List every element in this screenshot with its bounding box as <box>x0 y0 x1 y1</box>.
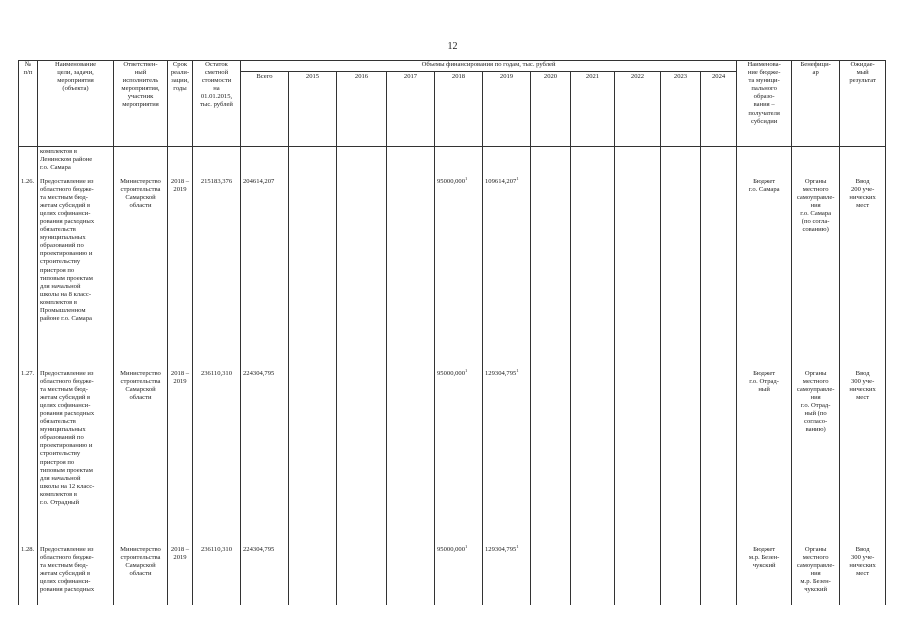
row-num <box>19 147 38 177</box>
col-year-header: 2024 <box>701 72 737 147</box>
row-name: Предоставление из областного бюдже- та местным бюд- жетам субсидий в целях софинанси- рования расходных обязательств муниципальных образований по проектированию и строительству пристроя по типовым проектам для начальной школы на 8 класс- комплектов в Промышленном районе г.о. Самара <box>38 177 114 369</box>
row-name: Предоставление из областного бюдже- та местным бюд- жетам субсидий в целях софинанси- рования расходных обязательств муниципальных образований по проектированию и строительству пристроя по типовым проектам для начальной школы на 12 класс- комплектов в г.о. Отрадный <box>38 369 114 545</box>
row-result: Ввод 300 уче- нических мест <box>840 545 886 605</box>
row-remainder: 236110,310 <box>193 369 241 545</box>
value-2019: 129304,795 <box>485 545 517 553</box>
footnote-mark: 1 <box>516 543 519 549</box>
table-row <box>19 177 886 369</box>
value-2019: 109614,207 <box>485 177 517 185</box>
row-term: 2018 – 2019 <box>168 369 193 545</box>
row-total: 224304,795 <box>241 369 289 545</box>
row-num: 1.28. <box>19 545 38 605</box>
row-beneficiary: Органы местного самоуправле- ния м.р. Безен- чукский <box>792 545 840 605</box>
value-2018: 95000,000 <box>437 369 466 377</box>
row-budget: Бюджет м.р. Безен- чукский <box>737 545 792 605</box>
col-year-header: 2021 <box>571 72 615 147</box>
col-year-header: 2022 <box>615 72 661 147</box>
page-number: 12 <box>447 41 458 52</box>
row-responsible: Министерство строительства Самарской области <box>114 177 168 369</box>
row-responsible: Министерство строительства Самарской области <box>114 369 168 545</box>
col-num-header: № п/п <box>19 61 38 147</box>
table-row <box>19 369 886 545</box>
row-2018 <box>435 177 483 369</box>
col-remainder-header: Остаток сметной стоимости на 01.01.2015, тыс. рублей <box>193 61 241 147</box>
col-year-header: 2018 <box>435 72 483 147</box>
row-budget: Бюджет г.о. Самара <box>737 177 792 369</box>
row-2019 <box>483 177 531 369</box>
value-2018: 95000,000 <box>437 177 466 185</box>
col-expected-header: Ожидае- мый результат <box>840 61 886 147</box>
footnote-mark: 1 <box>465 175 468 181</box>
row-2018 <box>435 545 483 605</box>
row-num: 1.27. <box>19 369 38 545</box>
row-result: Ввод 200 уче- нических мест <box>840 177 886 369</box>
row-responsible: Министерство строительства Самарской области <box>114 545 168 605</box>
col-year-header: 2016 <box>337 72 387 147</box>
row-term: 2018 – 2019 <box>168 177 193 369</box>
row-term: 2018 – 2019 <box>168 545 193 605</box>
table-row <box>19 147 886 177</box>
row-name: комплектов в Ленинском районе г.о. Самара <box>38 147 114 177</box>
col-year-header: 2020 <box>531 72 571 147</box>
footnote-mark: 1 <box>465 367 468 373</box>
col-name-header: Наименование цели, задачи, мероприятия (объекта) <box>38 61 114 147</box>
col-responsible-header: Ответствен- ный исполнитель мероприятия, участник мероприятия <box>114 61 168 147</box>
col-term-header: Срок реали- зации, годы <box>168 61 193 147</box>
row-total: 224304,795 <box>241 545 289 605</box>
footnote-mark: 1 <box>516 367 519 373</box>
row-beneficiary: Органы местного самоуправле- ния г.о. Самара (по согла- сованию) <box>792 177 840 369</box>
col-year-header: 2017 <box>387 72 435 147</box>
col-year-header: 2015 <box>289 72 337 147</box>
row-2018 <box>435 369 483 545</box>
col-year-header: 2023 <box>661 72 701 147</box>
row-num: 1.26. <box>19 177 38 369</box>
row-total: 204614,207 <box>241 177 289 369</box>
row-2019 <box>483 545 531 605</box>
row-name: Предоставление из областного бюдже- та местным бюд- жетам субсидий в целях софинанси- рования расходных <box>38 545 114 605</box>
col-budget-header: Наименова- ние бюдже- та муници- пального образо- вания – получателя субсидии <box>737 61 792 147</box>
row-result: Ввод 300 уче- нических мест <box>840 369 886 545</box>
row-remainder: 215183,376 <box>193 177 241 369</box>
col-year-header: 2019 <box>483 72 531 147</box>
table-row <box>19 545 886 605</box>
value-2018: 95000,000 <box>437 545 466 553</box>
value-2019: 129304,795 <box>485 369 517 377</box>
volumes-header: Объемы финансирования по годам, тыс. рублей <box>241 61 737 72</box>
col-total-header: Всего <box>241 72 289 147</box>
col-beneficiary-header: Бенефици- ар <box>792 61 840 147</box>
row-remainder: 236110,310 <box>193 545 241 605</box>
financing-table <box>18 60 886 605</box>
footnote-mark: 1 <box>516 175 519 181</box>
row-budget: Бюджет г.о. Отрад- ный <box>737 369 792 545</box>
footnote-mark: 1 <box>465 543 468 549</box>
row-beneficiary: Органы местного самоуправле- ния г.о. Отрад- ный (по согласо- ванию) <box>792 369 840 545</box>
row-2019 <box>483 369 531 545</box>
